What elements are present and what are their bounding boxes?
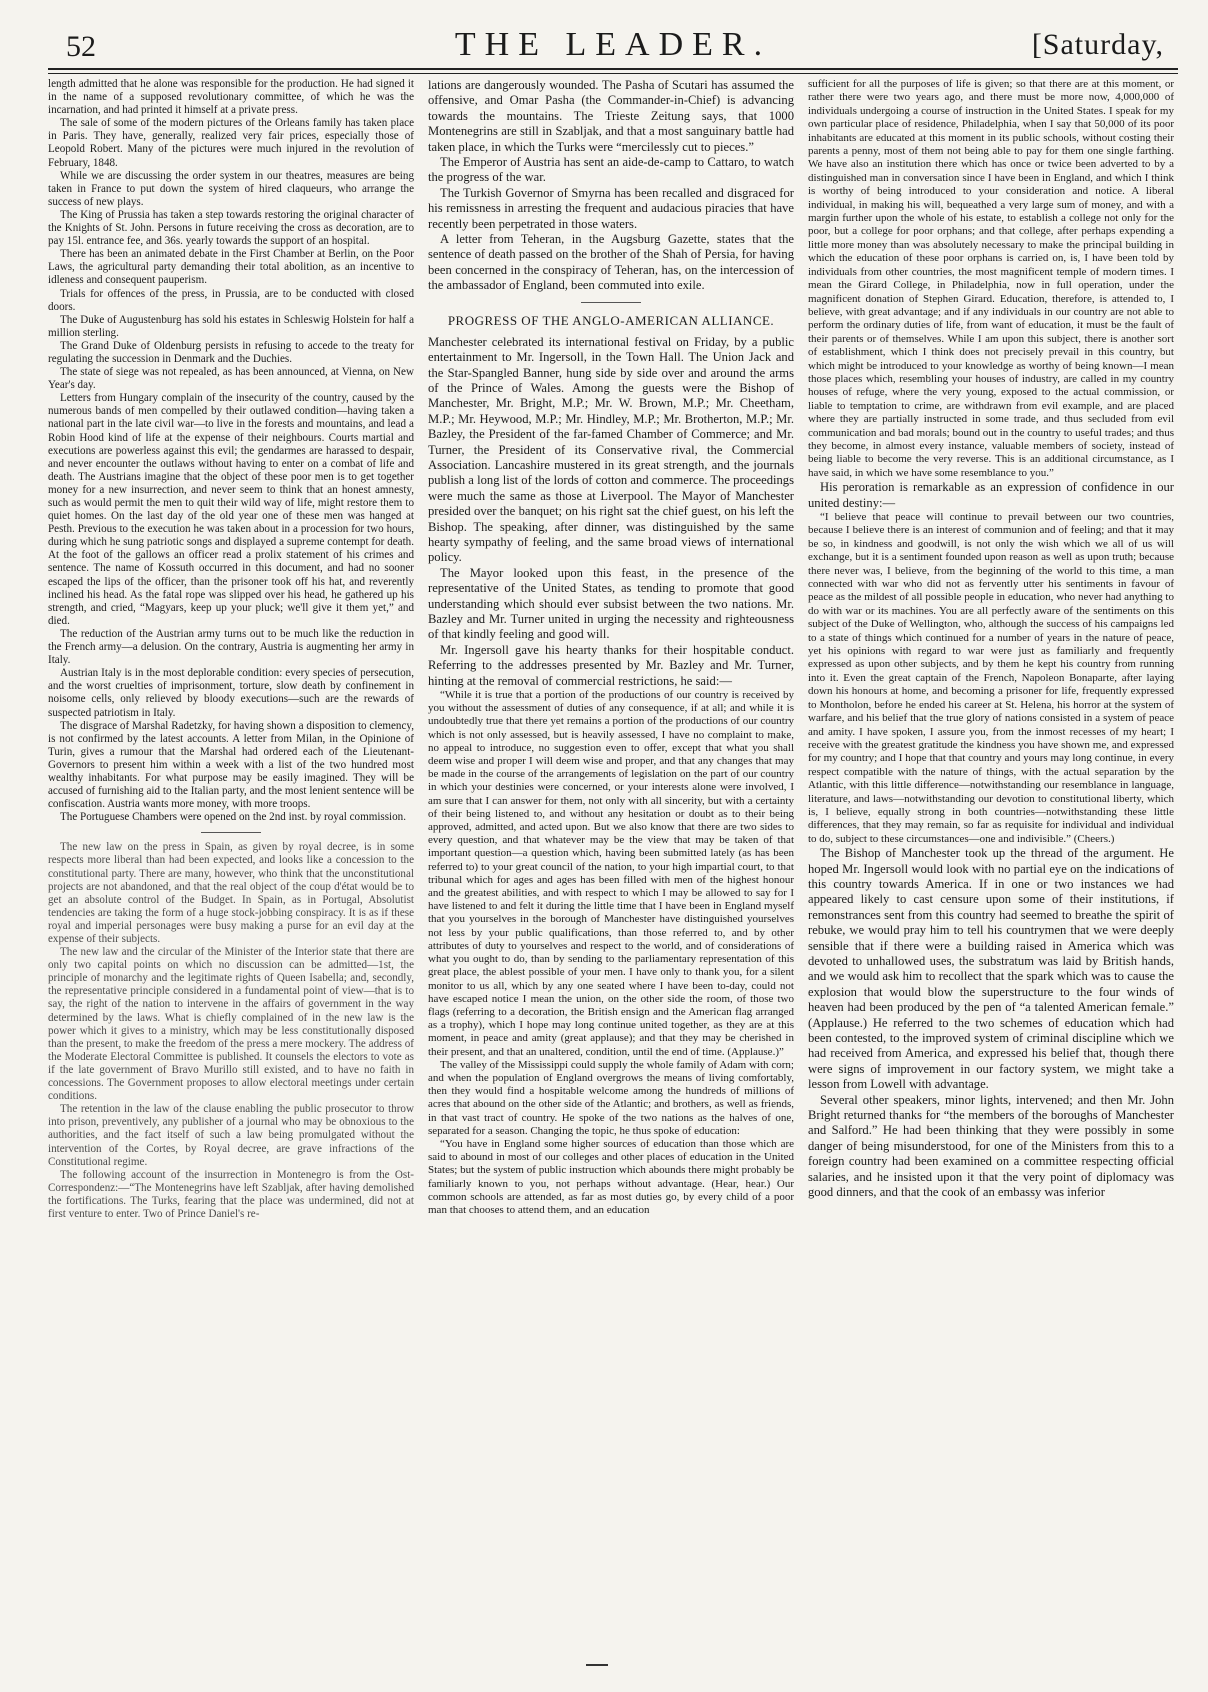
column-2-separator <box>581 302 641 303</box>
column-1-news-items <box>48 78 414 824</box>
news-paragraph: There has been an animated debate in the First Chamber at Berlin, on the Poor Laws, the agricultural party demanding their total abolition, as an incentive to idleness and consequent pauperism. <box>48 248 414 287</box>
issue-day: [Saturday, <box>1031 28 1164 61</box>
article-paragraph: The Bishop of Manchester took up the thread of the argument. He hoped Mr. Ingersoll would look with no partial eye on the indications of this country towards America. If in one or two instances we had appeared likely to cast censure upon some of their institutions, if remonstrances sent from this country had seemed to breathe the spirit of rebuke, we would pray him to tell his countrymen that we were deeply sensible that if there were a building raised in America which was devoted to unhallowed uses, the substratum was laid by British hands, and we would ask him to recollect that the spark which was to cause the explosion that would blow the superstructure to the four winds of heaven had been produced by the pen of “a talented American female.” (Applause.) He referred to the two schemes of education which had been contested, to the improved system of criminal discipline which we had received from America, and expressed his belief that, though there were signs of improvement in our factory system, we might take a lesson from Lowell with advantage. <box>808 846 1174 1092</box>
news-paragraph: The disgrace of Marshal Radetzky, for having shown a disposition to clemency, is not confirmed by the latest accounts. A letter from Milan, in the Opinione of Turin, gives a rumour that the Marshal had ordered each of the Lieutenant-Governors to present him within a week with a list of the two hundred most wealthy inhabitants. For what purpose may be easily imagined. They will be accused of furnishing aid to the Italian party, and the most lenient sentence will be confiscation. Austria wants more money, with more troops. <box>48 719 414 811</box>
article-speech <box>428 689 794 1217</box>
news-paragraph: Letters from Hungary complain of the insecurity of the country, caused by the numerous bands of men compelled by their outlawed condition—having taken a national part in the late civil war—to live in the forests and mountains, and lead a Robin Hood kind of life at the expense of their neighbours. Courts martial and executions are powerless against this evil; the gendarmes are harassed to despair, and never encounter the outlaws without having to enter on a combat of life and death. The Austrians imagine that the object of these poor men is to get together money for a new insurrection, and never seem to think that an honest amnesty, such as would permit the men to quit their wild way of life, might restore them to quiet homes. On the last day of the old year one of these men was hanged at Pesth. Previous to the execution he was taken about in a procession for two hours, during which he sung patriotic songs and displayed a supreme contempt for death. At the foot of the gallows an officer read a prolix statement of his crimes and sentence. The name of Kossuth occurred in this document, and had no sooner escaped the lips of the officer, than the prisoner took off his hat, and reverently inclined his head. As the fatal rope was slipped over his head, he gathered up his strength, and cried, “Magyars, keep up your pluck; we'll give it them yet,” and died. <box>48 392 414 627</box>
section-heading: PROGRESS OF THE ANGLO-AMERICAN ALLIANCE. <box>447 312 775 328</box>
article-paragraph: His peroration is remarkable as an expression of confidence in our united destiny:— <box>808 480 1174 510</box>
news-paragraph: The reduction of the Austrian army turns out to be much like the reduction in the French army—a delusion. On the contrary, Austria is augmenting her army in Italy. <box>48 627 414 667</box>
article-paragraph: The Mayor looked upon this feast, in the presence of the representative of the United States, as tending to promote that good understanding which should ever subsist between the two nations. Mr. Bazley and Mr. Turner united in urging the necessity and righteousness of that kindly feeling and good will. <box>428 565 794 642</box>
news-paragraph: The state of siege was not repealed, as has been announced, at Vienna, on New Year's day. <box>48 366 414 392</box>
news-paragraph: While we are discussing the order system in our theatres, measures are being taken in France to put down the system of hired claqueurs, who arrange the success of new plays. <box>48 169 414 208</box>
article-paragraph: Manchester celebrated its international festival on Friday, by a public entertainment to Mr. Ingersoll, in the Town Hall. The Union Jack and the Star-Spangled Banner, hung side by side over and around the arms of the Prince of Wales. Among the guests were the Bishop of Manchester, Mr. Bright, M.P.; Mr. W. Brown, M.P.; Mr. Cheetham, M.P.; Mr. Heywood, M.P.; Mr. Hindley, M.P.; Mr. Brotherton, M.P.; Mr. Bazley, the President of the far-famed Chamber of Commerce; and Mr. Turner, the President of its Conservative rival, the Commercial Association. Lancashire mustered in its great strength, and the journals publish a long list of the lords of cotton and commerce. The proceedings were much the same as those at Liverpool. The Mayor of Manchester presided over the banquet; on his right sat the chief guest, on his left the Bishop. The speaking, after dinner, was distinguished by the same hearty sympathy of feeling, and the same broad views of international policy. <box>428 334 794 565</box>
column-3-speech <box>808 78 1174 480</box>
article-paragraph: Several other speakers, minor lights, intervened; and then Mr. John Bright returned thanks for “the members of the boroughs of Manchester and Salford.” He had been thinking that they were possibly in some danger of being misunderstood, for one of the Ministers from this to a foreign country had been examined on a committee respecting official salaries, and he insisted upon it that the very point of diplomacy was good dinners, and that the cook of an embassy was inferior <box>808 1092 1174 1200</box>
news-paragraph: A letter from Teheran, in the Augsburg Gazette, states that the sentence of death passed on the brother of the Shah of Persia, for having been concerned in the conspiracy of Teheran, has, on the intercession of the ambassador of England, been commuted into exile. <box>428 232 794 293</box>
column-1-separator <box>201 832 261 833</box>
column-3-peroration-intro <box>808 480 1174 511</box>
news-paragraph: The new law on the press in Spain, as given by royal decree, is in some respects more liberal than had been expected, and looks like a concession to the constitutional party. There are many, however, who think that the unconstitutional projects are not abandoned, and that the real object of the coup d'état would be to get an absolute control of the Budget. In Spain, as in Portugal, Absolutist tendencies are taking the form of a huge stock-jobbing conspiracy. It is as if these royal and imperial personages were busy making a purse for an evil day at the expense of their subjects. <box>48 841 414 945</box>
column-2-intro-items <box>428 155 794 294</box>
masthead <box>48 0 1178 70</box>
news-paragraph: The Duke of Augustenburg has sold his estates in Schleswig Holstein for half a million sterling. <box>48 313 414 339</box>
news-paragraph: The King of Prussia has taken a step towards restoring the original character of the Knights of St. John. Persons in future receiving the cross as decoration, are to pay 15l. entrance fee, and 36s. yearly towards the support of an hospital. <box>48 208 414 248</box>
news-paragraph: Austrian Italy is in the most deplorable condition: every species of persecution, and the worst cruelties of imprisonment, torture, slow death by confinement in noisome cells, only relieved by bloody executions—such are the rewards of suspected patriotism in Italy. <box>48 667 414 719</box>
column-1 <box>48 78 414 1663</box>
column-1-spain-items <box>48 841 414 1221</box>
news-paragraph: The sale of some of the modern pictures of the Orleans family has taken place in Paris. They have, generally, realized very fair prices, especially those of Leopold Robert. Many of the pictures were much injured in the revolution of February, 1848. <box>48 117 414 169</box>
article-paragraph: The valley of the Mississippi could supply the whole family of Adam with corn; and when the population of England overgrows the means of living comfortably, then they would find a hospitable welcome among the hundreds of millions of acres that abound on the other side of the Atlantic; and brothers, as well as friends, in that vast tract of country. He spoke of the two nations as the halves of one, separated for a season. Changing the topic, he thus spoke of education: <box>428 1058 794 1137</box>
article-paragraph: Mr. Ingersoll gave his hearty thanks for their hospitable conduct. Referring to the addresses presented by Mr. Bazley and Mr. Turner, hinting at the removal of commercial restrictions, he said:— <box>428 642 794 688</box>
newspaper-title: THE LEADER. <box>454 26 772 63</box>
header-rule <box>48 68 1178 74</box>
news-paragraph: The retention in the law of the clause enabling the public prosecutor to throw into prison, preventively, any publisher of a journal who may be obnoxious to the authorities, and the fact itself of such a law being promulgated without the intervention of the Cortes, by Royal decree, are grave infractions of the Constitutional regime. <box>48 1103 414 1168</box>
news-paragraph: The Portuguese Chambers were opened on the 2nd inst. by royal commission. <box>60 811 406 824</box>
article-paragraph: “While it is true that a portion of the productions of our country is received by you without the assessment of duties of any consequence, if at all; and while it is undoubtedly true that there yet remains a portion of the productions of our country which is not only assessed, but is heavily assessed, I have no complaint to make, no appeal to introduce, no suggestion even to offer, except that what you shall deem wise and proper I will deem wise and proper, and that any changes that may be made in the course of the arrangements of legislation on the part of our country in which your destinies were concerned, or your interests alone were involved, I am sure that I can answer for them, not only with all sincerity, but with a certainty of their being listened to, and without any hesitation or doubt as to their being approved, admitted, and acted upon. But we also know that there are two sides to every question, and that whatever may be the view that may be taken of that important question—a question which, having been submitted lately (as has been referred to) to your great council of the nation, to your high impartial court, to that tribunal which for ages and ages has been filled with men of the highest honour and the greatest abilities, and with respect to which I may be allowed to say for I have listened to and felt it during the little time that I have been in England myself that you yourselves in the borough of Manchester have distinguished yourselves not less by your public qualifications, than those referred to, and by other attributes of duty to yourselves and respect to the world, and of considerations of what you ought to do, than by sending to the parliamentary representation of this great place, the ablest possible of your men. I have only to thank you, for a silent monitor to us all, which by any one seated where I have been to-day, could not have escaped notice I mean the union, on the other side the room, of those two flags (referring to a decoration, the British ensign and the American flag arranged as a trophy), which I hope may long continue united together, as they are at this moment, in peace and amity (great applause); and that they may be cherished in their present, and that an unaltered, condition, until the end of time. (Applause.)” <box>428 689 794 1058</box>
column-3-peroration <box>808 511 1174 846</box>
column-3-bishop-remarks <box>808 846 1174 1200</box>
news-paragraph: length admitted that he alone was responsible for the production. He had signed it in the name of a supposed revolutionary committee, of which he was the incarnation, and had printed it himself at a private press. <box>48 78 414 117</box>
article-paragraph: “You have in England some higher sources of education than those which are said to abound in most of our colleges and other places of education in the United States; but the system of public instruction which abounds there might probably be familiarly known to you, not perhaps without advantage. (Hear, hear.) Our common schools are attended, as far as most duties go, by every child of a poor man that chooses to attend them, and an education <box>428 1137 794 1216</box>
page-number: 52 <box>66 30 96 63</box>
column-2 <box>428 78 794 1663</box>
news-paragraph: The Turkish Governor of Smyrna has been recalled and disgraced for his remissness in arresting the frequent and audacious piracies that have recently been perpetrated in those waters. <box>428 185 794 231</box>
page-end-mark <box>586 1664 608 1666</box>
columns <box>48 78 1178 1663</box>
column-3 <box>808 78 1174 1663</box>
article-paragraph: sufficient for all the purposes of life is given; so that there are at this moment, or rather there were two years ago, and there must be more now, 4,000,000 of individuals undergoing a course of instruction in the United States. I speak for my own particular place of residence, Philadelphia, when I say that 50,000 of its poor inhabitants are educated at this moment in its public schools, without costing their parents a penny, most of them not being able to pay for them one single farthing. We have also an institution there which has once or twice been adverted to by a distinguished man in conversation since I have been in England, and which I think is worthy of being introduced to your consideration and notice. A liberal individual, in making his will, bequeathed a very large sum of money, and with a margin further upon the whole of his estate, to establish a college not only for the poor, but a college for poor orphans; and that college, after perhaps expending a little more money than was absolutely necessary to make the principal building in which the education of these poor orphans is carried on, is, I have been told by individuals from other countries, the most magnificent temple of modern times. I mean the Girard College, in Philadelphia, now in full operation, under the magnificent donation of Stephen Girard. Education, therefore, is attended to, I believe, with great advantage; and if any individuals in our country are not able to perform the ordinary duties of life, from want of education, it must be the fault of their parents or of themselves. While I am upon this subject, there is another sort of establishment, which I think does not precisely prevail in this country, but which might be introduced to your knowledge as worthy of being known—I mean those places which, resembling your houses of industry, are called in my country houses of refuge, where the very young, exposed to the actual commission, or liable to temptation to crime, are withdrawn from evil example, and are placed where they are partially instructed in some trade, and thus secluded from evil communication and bad morals; bound out in the country to useful trades; and thus they become, in almost every instance, valuable members of society, instead of being liable to become the very reverse. This is an additional circumstance, as I have said, in which we have some resemblance to you.” <box>808 78 1174 479</box>
news-paragraph: The Emperor of Austria has sent an aide-de-camp to Cattaro, to watch the progress of the war. <box>428 155 794 185</box>
article-paragraph: “I believe that peace will continue to prevail between our two countries, because I believe there is an interest of communion and of feeling; and that it may be so, in kindness and goodwill, is not only the wish which we all of us will exchange, but it is a sentiment founded upon reason as well as upon truth; because there never was, I believe, from the beginning of the world to this time, a man connected with war who did not as fervently utter his sentiments in favour of peace as the mildest of all possible people in education, who never had anything to do with war or its machines. You are all perfectly aware of the sentiments on this subject of the Duke of Wellington, who, although the success of his campaigns led to a state of things which continued for a number of years in the nature of peace, yet his opinions with regard to war were just as familiarly and frequently expressed as upon other subjects, and by them he kept his country from running into it. Even the great captain of the French, Napoleon Bonaparte, after laying down his honours at home, and becoming a prisoner for life, frequently expressed to Montholon, before he ended his career at St. Helena, his horror at the system of warfare, and his belief that the true glory of nations consisted in a system of peace and amity. I have spoken, I assure you, from the inmost recesses of my heart; I receive with the greatest gratitude the kindness you have shown me, and expressed for my country; and I hope that that country and yours may long continue, in every respect compatible with the nature of things, with the actual separation by the Atlantic, with this little difference—notwithstanding our resemblance in language, literature, and laws—notwithstanding our devotion to constitutional liberty, which is, I believe, equally strong in both countries—notwithstanding these little differences, that they may remain, so far as requisite for individual and individual to do, subject to these circumstances—one and indivisible.” (Cheers.) <box>808 511 1174 845</box>
article-body <box>428 335 794 689</box>
column-2-intro: lations are dangerously wounded. The Pasha of Scutari has assumed the offensive, and Omar Pasha (the Commander-in-Chief) is advancing towards the mountains. The Trieste Zeitung says, that 1000 Montenegrins are still in Szabljak, and that a most sanguinary battle had taken place, in which the Turks were “mercilessly cut to pieces.” <box>428 78 794 154</box>
news-paragraph: Trials for offences of the press, in Prussia, are to be conducted with closed doors. <box>48 287 414 313</box>
news-paragraph: The following account of the insurrection in Montenegro is from the Ost-Correspondenz:—“The Montenegrins have left Szabljak, after having demolished the fortifications. The Turks, fearing that the place was undermined, did not at first venture to enter. Two of Prince Daniel's re- <box>48 1168 414 1220</box>
news-paragraph: The new law and the circular of the Minister of the Interior state that there are only two capital points on which no discussion can be admitted—1st, the principle of monarchy and the legitimate rights of Queen Isabella; and, secondly, the representative principle considered in a fundamental point of view—that is to say, the right of the nation to intervene in the affairs of government in the way determined by the laws. What is chiefly complained of in the new law is the power which it gives to a ministry, which may be less constitutionally disposed than the present, to make the freedom of the press a mere mockery. The address of the Moderate Electoral Committee is published. It counsels the electors to vote as if the late government of Bravo Murillo still existed, and to have no faith in concessions. The Government proposes to allow electoral meetings under certain conditions. <box>48 946 414 1103</box>
news-paragraph: The Grand Duke of Oldenburg persists in refusing to accede to the treaty for regulating the succession in Denmark and the Duchies. <box>48 339 414 365</box>
